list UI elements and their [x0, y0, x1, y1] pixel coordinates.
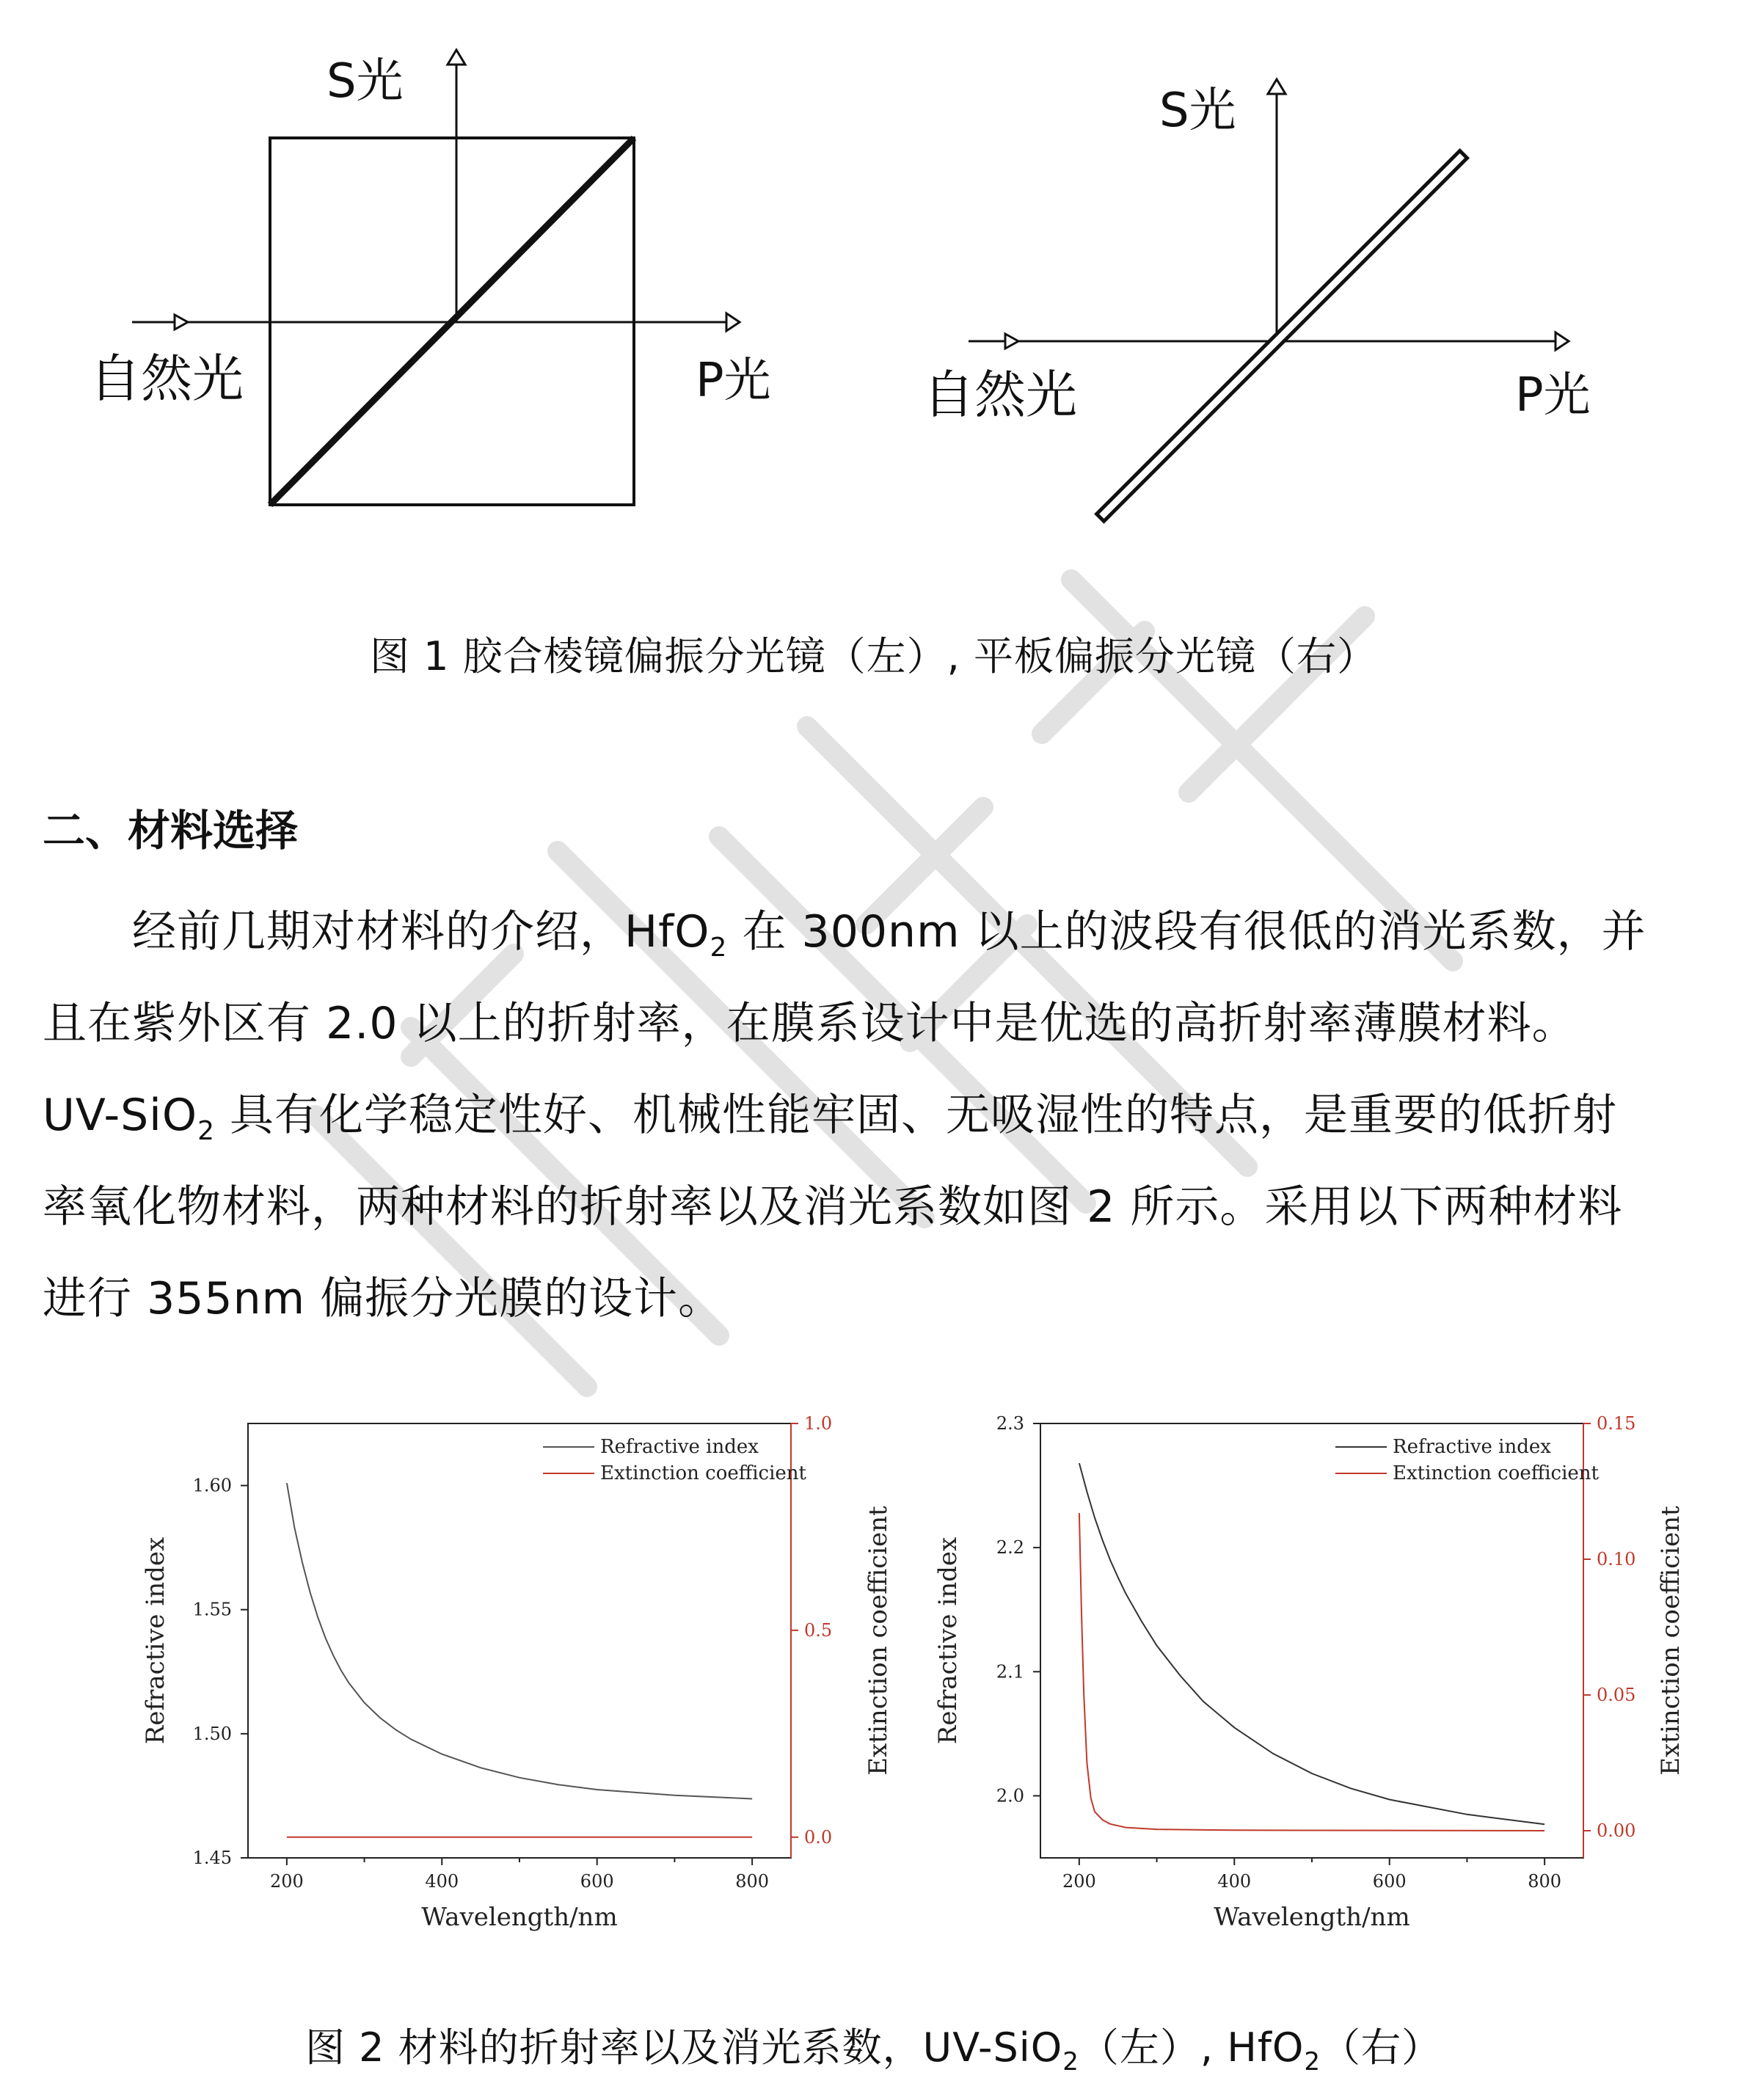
x-axis-label: Wavelength/nm — [421, 1903, 618, 1932]
arrow-s-icon — [1268, 79, 1285, 94]
y2-tick-label: 1.0 — [804, 1413, 833, 1434]
s-light-label: S光 — [1159, 84, 1236, 138]
x-axis-label: Wavelength/nm — [1214, 1903, 1410, 1932]
y2-tick-label: 0.00 — [1597, 1820, 1636, 1841]
arrow-in-icon — [1005, 334, 1018, 349]
x-tick-label: 600 — [580, 1871, 614, 1892]
x-tick-label: 800 — [735, 1871, 770, 1892]
y-tick-label: 1.45 — [192, 1848, 232, 1868]
y2-axis-label: Extinction coefficient — [1656, 1506, 1685, 1776]
natural-light-label: 自然光 — [90, 349, 244, 409]
y-tick-label: 2.0 — [996, 1785, 1024, 1806]
y-tick-label: 2.3 — [996, 1413, 1024, 1434]
y-axis-label: Refractive index — [933, 1536, 963, 1745]
figure1-right-diagram — [910, 73, 1644, 543]
chart-uv-sio2 — [141, 1409, 893, 1937]
legend-label: Extinction coefficient — [1393, 1462, 1599, 1484]
y2-tick-label: 0.0 — [804, 1826, 833, 1848]
series-line-0 — [287, 1483, 752, 1798]
y2-tick-label: 0.05 — [1597, 1685, 1636, 1705]
y2-tick-label: 0.10 — [1597, 1549, 1636, 1569]
arrow-p-icon — [1555, 332, 1569, 350]
x-tick-label: 400 — [425, 1871, 459, 1892]
x-tick-label: 800 — [1528, 1871, 1562, 1892]
x-tick-label: 400 — [1217, 1871, 1252, 1892]
figure2-caption: 图 2 材料的折射率以及消光系数，UV-SiO$_2$（左）, HfO$_2$（右） — [305, 2024, 1442, 2077]
x-tick-label: 600 — [1372, 1871, 1407, 1892]
paragraph-line-2: 且在紫外区有 2.0 以上的折射率，在膜系设计中是优选的高折射率薄膜材料。 — [43, 998, 1577, 1049]
paragraph-line-1: 经前几期对材料的介绍，HfO$_2$ 在 300nm 以上的波段有很低的消光系数，并 — [132, 906, 1646, 963]
x-tick-label: 200 — [269, 1871, 304, 1892]
plot-frame — [1040, 1423, 1583, 1858]
paragraph-line-3: UV-SiO$_2$ 具有化学稳定性好、机械性能牢固、无吸湿性的特点，是重要的低折射 — [43, 1090, 1618, 1146]
series-line-0 — [1079, 1463, 1544, 1824]
s-light-label: S光 — [327, 54, 404, 109]
figure1-caption: 图 1 胶合棱镜偏振分光镜（左）, 平板偏振分光镜（右） — [369, 633, 1377, 679]
arrow-in-icon — [175, 315, 188, 329]
y-tick-label: 2.1 — [996, 1661, 1024, 1682]
p-light-label: P光 — [1515, 368, 1591, 423]
plot-frame — [248, 1423, 791, 1858]
figure1-left-diagram — [81, 51, 814, 521]
legend-label: Extinction coefficient — [600, 1462, 806, 1484]
legend-label: Refractive index — [1393, 1436, 1551, 1458]
y-axis-label: Refractive index — [141, 1536, 170, 1745]
y2-axis-label: Extinction coefficient — [864, 1506, 893, 1776]
series-line-1 — [1079, 1513, 1544, 1831]
paragraph-line-4: 率氧化物材料，两种材料的折射率以及消光系数如图 2 所示。采用以下两种材料 — [43, 1181, 1623, 1233]
chart-hfo2 — [933, 1409, 1688, 1937]
arrow-p-icon — [726, 313, 740, 331]
p-light-label: P光 — [696, 354, 771, 408]
y-tick-label: 1.60 — [192, 1475, 232, 1496]
section-heading: 二、材料选择 — [43, 806, 299, 856]
y-tick-label: 1.55 — [192, 1599, 232, 1620]
arrow-s-icon — [448, 50, 465, 65]
legend-label: Refractive index — [600, 1436, 759, 1458]
paragraph-line-5: 进行 355nm 偏振分光膜的设计。 — [43, 1273, 723, 1324]
y-tick-label: 2.2 — [996, 1537, 1024, 1558]
y-tick-label: 1.50 — [192, 1723, 232, 1744]
x-tick-label: 200 — [1062, 1871, 1096, 1892]
glass-plate — [1097, 150, 1467, 521]
natural-light-label: 自然光 — [923, 365, 1077, 425]
y2-tick-label: 0.15 — [1597, 1413, 1636, 1434]
y2-tick-label: 0.5 — [804, 1619, 833, 1641]
